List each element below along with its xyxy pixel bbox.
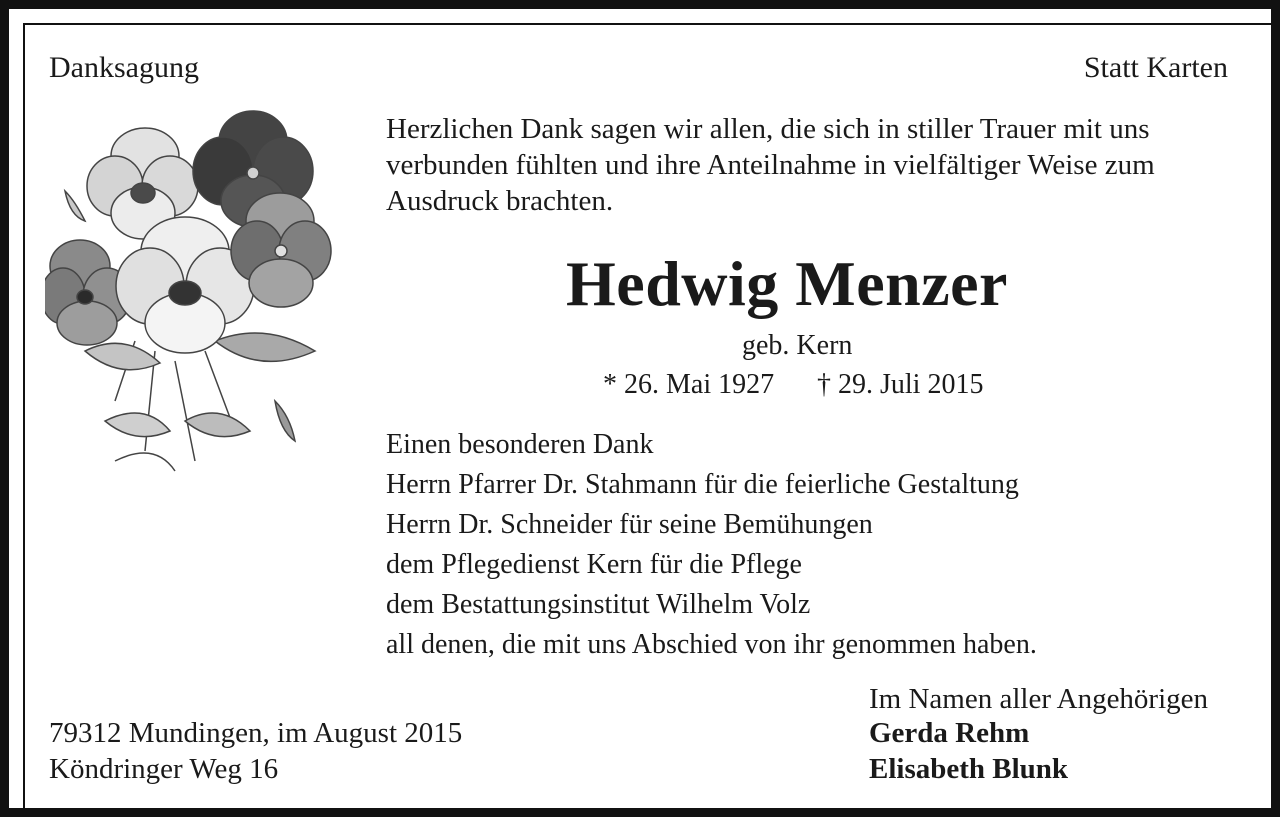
intro-line: verbunden fühlten und ihre Anteilnahme in vielfältiger Weise zum	[386, 149, 1155, 181]
thanks-line: all denen, die mit uns Abschied von ihr genommen haben.	[386, 629, 1037, 660]
birth-date: * 26. Mai 1927	[603, 369, 775, 400]
thanks-line: Herrn Pfarrer Dr. Stahmann für die feierliche Gestaltung	[386, 469, 1019, 500]
thanks-line: Einen besonderen Dank	[386, 429, 654, 460]
pansy-bouquet-icon	[45, 101, 335, 473]
header-left: Danksagung	[49, 51, 199, 84]
signature-name: Gerda Rehm	[869, 717, 1030, 749]
thanks-line: Herrn Dr. Schneider für seine Bemühungen	[386, 509, 873, 540]
intro-paragraph	[386, 111, 1155, 219]
place-date: 79312 Mundingen, im August 2015	[49, 717, 463, 749]
signature-intro: Im Namen aller Angehörigen	[869, 683, 1209, 715]
thanks-line: dem Bestattungsinstitut Wilhelm Volz	[386, 589, 811, 620]
intro-line: Ausdruck brachten.	[386, 185, 614, 217]
address: Köndringer Weg 16	[49, 753, 279, 785]
signature-name: Elisabeth Blunk	[869, 753, 1069, 785]
header-right: Statt Karten	[1083, 51, 1228, 84]
deceased-name: Hedwig Menzer	[566, 248, 1008, 319]
death-date: † 29. Juli 2015	[817, 369, 984, 400]
thanks-line: dem Pflegedienst Kern für die Pflege	[386, 549, 802, 580]
special-thanks	[386, 425, 1037, 665]
intro-line: Herzlichen Dank sagen wir allen, die sich in stiller Trauer mit uns	[386, 113, 1150, 145]
maiden-name: geb. Kern	[742, 330, 853, 361]
